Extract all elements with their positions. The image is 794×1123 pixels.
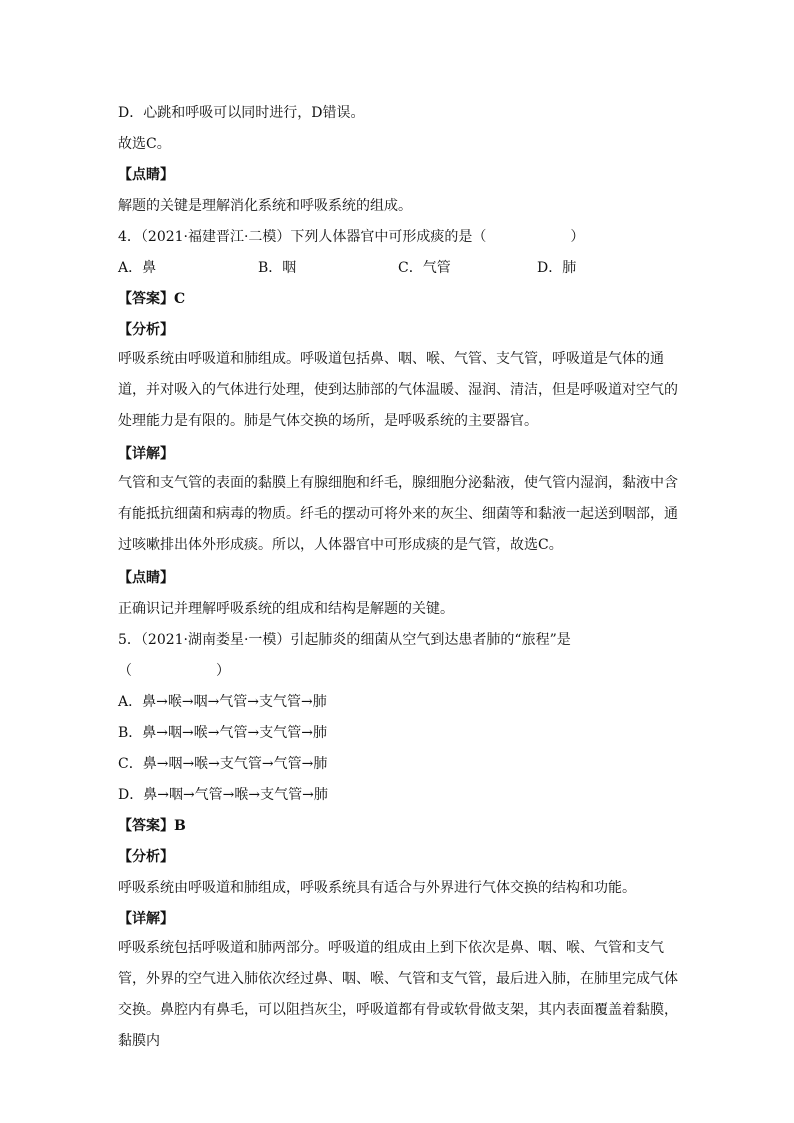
question-5-analysis-text: 呼吸系统由呼吸道和肺组成，呼吸系统具有适合与外界进行气体交换的结构和功能。	[118, 880, 636, 896]
question-5-answer-blank: （ ）	[118, 663, 230, 679]
question-5-detail-text: 呼吸系统包括呼吸道和肺两部分。呼吸道的组成由上到下依次是鼻、咽、喉、气管和支气管，外界的空气进入肺依次经过鼻、咽、喉、气管和支气管，最后进入肺，在肺里完成气体交换。鼻腔内有鼻毛，可以阻挡灰尘，呼吸道都有骨或软骨做支架，其内表面覆盖着黏膜，黏膜内	[118, 940, 678, 1049]
section-heading-detail: 【详解】	[118, 446, 174, 462]
question-5-option-d: D．鼻→咽→气管→喉→支气管→肺	[118, 787, 328, 803]
question-5-option-b: B．鼻→咽→喉→气管→支气管→肺	[118, 725, 327, 741]
question-4-analysis-text: 呼吸系统由呼吸道和肺组成。呼吸道包括鼻、咽、喉、气管、支气管，呼吸道是气体的通道，并对吸入的气体进行处理，使到达肺部的气体温暖、湿润、清洁，但是呼吸道对空气的处理能力是有限的。肺是气体交换的场所，是呼吸系统的主要器官。	[118, 351, 678, 429]
section-heading-detail: 【详解】	[118, 911, 174, 927]
option-d-explanation: D．心跳和呼吸可以同时进行，D错误。	[118, 105, 365, 121]
section-heading-analysis: 【分析】	[118, 849, 174, 865]
question-4-option-b: B．咽	[258, 260, 297, 276]
section-heading-analysis: 【分析】	[118, 322, 174, 338]
choice-conclusion: 故选C。	[118, 136, 171, 152]
question-4-stem: 4．（2021·福建晋江·二模）下列人体器官中可形成痰的是（ ）	[118, 229, 585, 245]
question-4-detail-text: 气管和支气管的表面的黏膜上有腺细胞和纤毛，腺细胞分泌黏液，使气管内湿润，黏液中含有能抵抗细菌和病毒的物质。纤毛的摆动可将外来的灰尘、细菌等和黏液一起送到咽部，通过咳嗽排出体外形成痰。所以，人体器官中可形成痰的是气管，故选C。	[118, 475, 678, 553]
key-point-text: 解题的关键是理解消化系统和呼吸系统的组成。	[118, 198, 412, 214]
question-5-option-c: C．鼻→咽→喉→支气管→气管→肺	[118, 756, 328, 772]
question-5-stem: 5．（2021·湖南娄星·一模）引起肺炎的细菌从空气到达患者肺的“旅程”是	[118, 632, 571, 648]
question-5-answer: 【答案】B	[118, 818, 186, 834]
question-4-answer: 【答案】C	[118, 291, 186, 307]
question-4-option-a: A．鼻	[118, 260, 157, 276]
section-heading-key-point: 【点睛】	[118, 167, 174, 183]
question-4-option-d: D．肺	[537, 260, 577, 276]
question-4-key-point-text: 正确识记并理解呼吸系统的组成和结构是解题的关键。	[118, 601, 454, 617]
question-4-option-c: C．气管	[398, 260, 451, 276]
question-5-option-a: A．鼻→喉→咽→气管→支气管→肺	[118, 694, 327, 710]
section-heading-key-point: 【点睛】	[118, 570, 174, 586]
